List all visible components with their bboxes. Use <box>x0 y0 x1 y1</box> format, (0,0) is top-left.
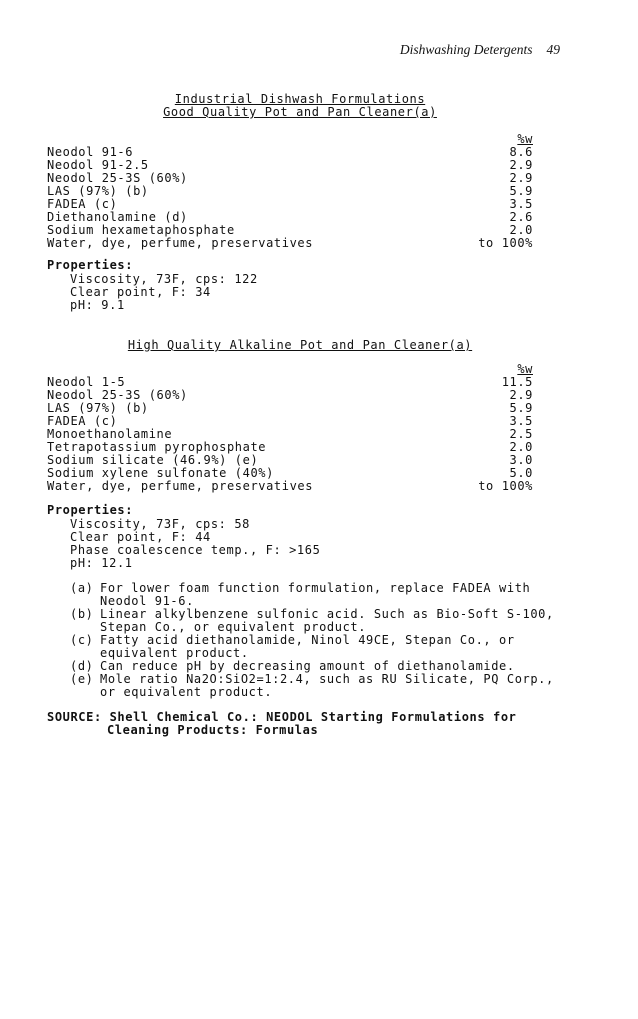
footnote-d: (d) Can reduce pH by decreasing amount of diethanolamide. <box>70 659 515 673</box>
table-row: Tetrapotassium pyrophosphate 2.0 <box>47 440 533 454</box>
formulation-title-1: Good Quality Pot and Pan Cleaner(a) <box>163 105 437 119</box>
unit-label: %w <box>517 132 533 146</box>
table-row: Sodium xylene sulfonate (40%) 5.0 <box>47 466 533 480</box>
footnote-c: (c) Fatty acid diethanolamide, Ninol 49CE, Stepan Co., or equivalent product. <box>70 633 515 660</box>
table-row: Neodol 25-3S (60%) 2.9 <box>47 388 533 402</box>
footnote-a: (a) For lower foam function formulation, replace FADEA with Neodol 91-6. <box>70 581 531 608</box>
table-row: FADEA (c) 3.5 <box>47 197 533 211</box>
property-item: pH: 12.1 <box>70 556 133 570</box>
property-item: Clear point, F: 34 <box>70 285 211 299</box>
table-row: LAS (97%) (b) 5.9 <box>47 401 533 415</box>
source-citation <box>47 711 516 737</box>
properties-label: Properties: <box>47 503 134 517</box>
table-row: Neodol 25-3S (60%) 2.9 <box>47 171 533 185</box>
footnote-e: (e) Mole ratio Na2O:SiO2=1:2.4, such as RU Silicate, PQ Corp., or equivalent product. <box>70 672 554 699</box>
table-row: FADEA (c) 3.5 <box>47 414 533 428</box>
table-row: Water, dye, perfume, preservatives to 100% <box>47 479 533 493</box>
properties-1 <box>47 259 258 312</box>
table-row: Water, dye, perfume, preservatives to 100% <box>47 236 533 250</box>
property-item: Viscosity, 73F, cps: 58 <box>70 517 250 531</box>
running-header <box>400 42 560 58</box>
ingredients-table-2 <box>47 363 533 493</box>
table-row: Monoethanolamine 2.5 <box>47 427 533 441</box>
property-item: Viscosity, 73F, cps: 122 <box>70 272 258 286</box>
table-row: Sodium hexametaphosphate 2.0 <box>47 223 533 237</box>
source-line-2: Cleaning Products: Formulas <box>107 723 319 737</box>
footnote-b: (b) Linear alkylbenzene sulfonic acid. Such as Bio-Soft S-100, Stepan Co., or equivalent product. <box>70 607 554 634</box>
properties-2 <box>47 504 320 570</box>
property-item: Phase coalescence temp., F: >165 <box>70 543 321 557</box>
table-row: Diethanolamine (d) 2.6 <box>47 210 533 224</box>
footnotes <box>70 582 570 699</box>
table-row: Neodol 1-5 11.5 <box>47 375 533 389</box>
property-item: Clear point, F: 44 <box>70 530 211 544</box>
section-heading: Industrial Dishwash Formulations <box>174 92 426 106</box>
formulation-title-2: High Quality Alkaline Pot and Pan Cleaner(a) <box>127 338 473 352</box>
table-row: LAS (97%) (b) 5.9 <box>47 184 533 198</box>
ingredients-table-1 <box>47 133 533 250</box>
table-row: Neodol 91-2.5 2.9 <box>47 158 533 172</box>
running-title: Dishwashing Detergents <box>399 42 533 57</box>
unit-label: %w <box>517 362 533 376</box>
page-number: 49 <box>546 42 560 57</box>
property-item: pH: 9.1 <box>70 298 125 312</box>
table-row: Sodium silicate (46.9%) (e) 3.0 <box>47 453 533 467</box>
properties-label: Properties: <box>47 258 134 272</box>
source-line-1: SOURCE: Shell Chemical Co.: NEODOL Starting Formulations for <box>47 710 517 724</box>
table-row: Neodol 91-6 8.6 <box>47 145 533 159</box>
